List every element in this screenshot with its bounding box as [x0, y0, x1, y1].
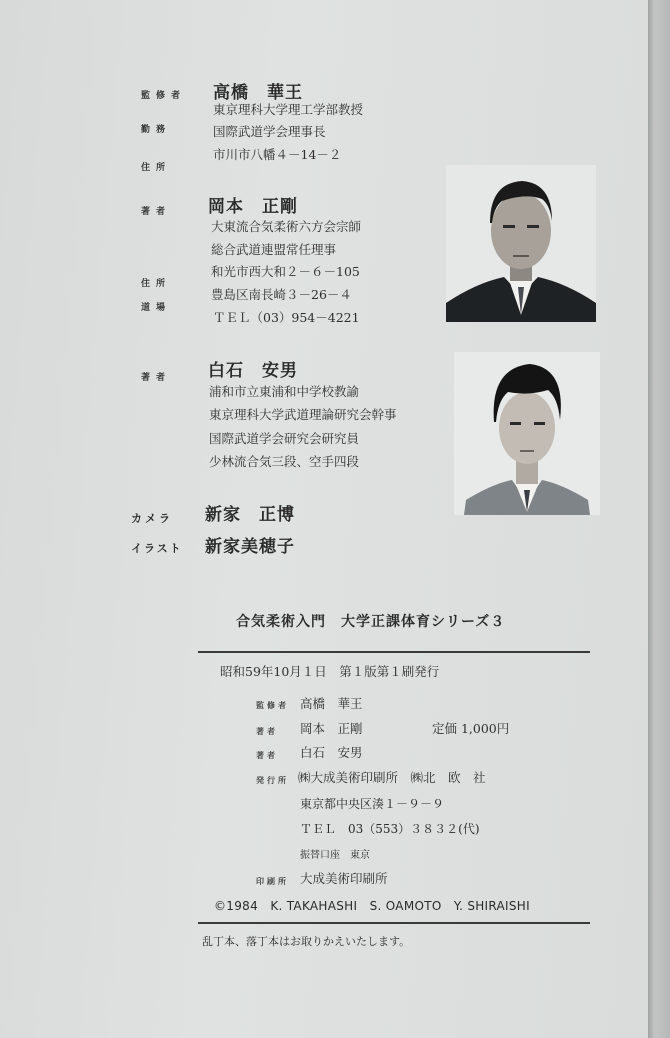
author2-line-1: 浦和市立東浦和中学校教諭 — [209, 384, 360, 399]
author1-line-2: 総合武道連盟常任理事 — [211, 242, 337, 257]
author1-dojo-label: 道場 — [141, 303, 172, 313]
colophon-printer: 大成美術印刷所 — [300, 871, 388, 886]
author2-name: 白石 安男 — [208, 361, 298, 381]
author2-portrait-photo — [454, 352, 600, 515]
colophon-supervisor-label: 監修者 — [256, 700, 289, 710]
edition-line: 昭和59年10月１日 第１版第１刷発行 — [220, 664, 440, 679]
colophon-author1: 岡本 正剛 — [300, 721, 363, 736]
colophon-printer-label: 印刷所 — [256, 876, 289, 886]
camera-label: カメラ — [131, 512, 173, 525]
illust-name: 新家美穂子 — [205, 537, 295, 557]
colophon-top-rule — [198, 651, 590, 653]
supervisor-address-label: 住所 — [141, 163, 172, 173]
author1-label: 著者 — [141, 207, 172, 217]
colophon-pub-address: 東京都中央区湊１－９－９ — [300, 797, 445, 811]
author2-label: 著者 — [141, 373, 172, 383]
colophon-furikae: 振替口座 東京 — [300, 850, 370, 861]
supervisor-address: 市川市八幡４－14－２ — [213, 147, 342, 162]
author1-address: 和光市西大和２－６－105 — [211, 264, 360, 279]
author2-line-2: 東京理科大学武道理論研究会幹事 — [209, 407, 397, 422]
colophon-price: 定価 1,000円 — [432, 721, 510, 736]
supervisor-label: 監修者 — [141, 91, 187, 101]
illust-label: イラスト — [131, 542, 183, 555]
colophon-pub-tel: ＴＥＬ 03（553）３８３２(代) — [300, 822, 480, 836]
author1-portrait-photo — [446, 165, 596, 322]
colophon-author2: 白石 安男 — [300, 745, 363, 760]
supervisor-work-label: 勤務 — [141, 125, 172, 135]
colophon-publisher: ㈱大成美術印刷所 ㈱北 欧 社 — [298, 770, 486, 785]
colophon-publisher-label: 発行所 — [256, 775, 289, 785]
author1-address-label: 住所 — [141, 279, 172, 289]
page-edge — [648, 0, 670, 1038]
author2-line-4: 少林流合気三段、空手四段 — [209, 454, 360, 469]
supervisor-name: 高橋 華王 — [213, 83, 303, 103]
colophon-author2-label: 著者 — [256, 750, 278, 760]
colophon-bottom-rule — [198, 922, 590, 924]
colophon-supervisor: 高橋 華王 — [300, 696, 363, 711]
author2-line-3: 国際武道学会研究会研究員 — [209, 431, 360, 446]
author1-dojo: 豊島区南長崎３－26－４ — [211, 287, 352, 302]
supervisor-work-line-1: 東京理科大学理工学部教授 — [213, 102, 364, 117]
author1-name: 岡本 正剛 — [208, 197, 298, 217]
colophon-notice: 乱丁本、落丁本はお取りかえいたします。 — [202, 935, 411, 948]
copyright-line: ©1984 K. TAKAHASHI S. OAMOTO Y. SHIRAISHI — [214, 899, 530, 913]
camera-name: 新家 正博 — [205, 505, 295, 525]
colophon-author1-label: 著者 — [256, 726, 278, 736]
book-title: 合気柔術入門 大学正課体育シリーズ３ — [236, 614, 506, 630]
supervisor-work-line-2: 国際武道学会理事長 — [213, 124, 326, 139]
author1-line-1: 大東流合気柔術六方会宗師 — [211, 219, 362, 234]
author1-tel: ＴＥＬ（03）954－4221 — [213, 310, 360, 325]
